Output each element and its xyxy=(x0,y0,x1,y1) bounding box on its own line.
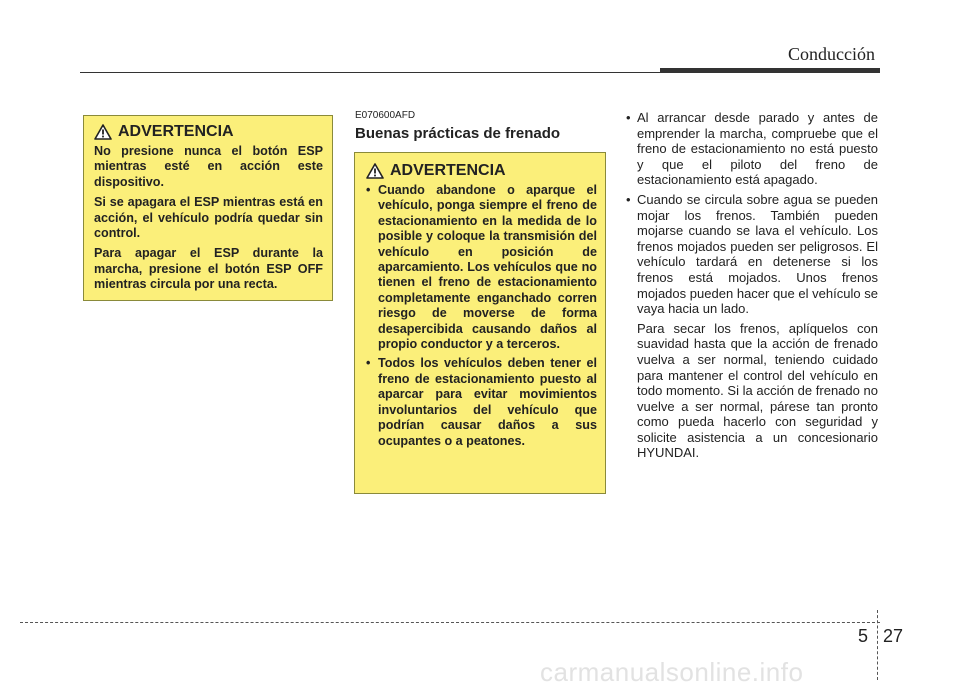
warning-triangle-icon xyxy=(94,124,112,140)
warning-header xyxy=(94,124,323,140)
chapter-number: 5 xyxy=(858,626,869,646)
footer-divider xyxy=(877,610,878,680)
warning-triangle-icon xyxy=(366,163,384,179)
braking-tip-item: • Cuando se circula sobre agua se pueden mojar los frenos. También pueden mojarse cuando se lava el vehículo. Los frenos mojados pueden ser peligrosos. El vehículo tardará en detenerse si los frenos está mojados. Unos frenos mojados pueden hacer que el vehículo se vaya hacia un lado. xyxy=(624,192,878,317)
warning-list-item: • Cuando abandone o aparque el vehículo, ponga siempre el freno de estacionamiento en la medida de lo posible y coloque la transmisión del vehículo en posición de aparcamiento. Los vehículos que no tienen el freno de estacionamiento completamente enganchado corren riesgo de moverse de forma desapercibida causando daños al propio conductor y a terceros. xyxy=(366,183,597,352)
watermark: carmanualsonline.info xyxy=(540,657,804,687)
warning-box-parking-brake xyxy=(354,152,606,494)
footer-rule xyxy=(20,622,880,623)
section-code: E070600AFD xyxy=(355,110,416,121)
right-column-text xyxy=(624,110,878,461)
braking-tip-continuation: Para secar los frenos, aplíquelos con suavidad hasta que la acción de frenado vuelva a ser normal, teniendo cuidado para mantener el control del vehículo en todo momento. Si la acción de frenado no vuelve a ser normal, párese tan pronto como pueda hacerlo con seguridad y solicite asistencia a un concesionario HYUNDAI. xyxy=(637,320,878,461)
braking-tip-item: • Al arrancar desde parado y antes de emprender la marcha, compruebe que el freno de estacionamiento no está puesto y que el piloto del freno de estacionamiento está apagado. xyxy=(624,110,878,188)
braking-tips-list xyxy=(624,110,878,317)
warning-paragraph: Si se apagara el ESP mientras está en acción, el vehículo podría quedar sin control. xyxy=(94,195,323,241)
warning-box-esp xyxy=(83,115,333,301)
page-number: 27 xyxy=(883,626,904,646)
warning-list xyxy=(366,183,597,449)
warning-list-item: • Todos los vehículos deben tener el freno de estacionamiento puesto al aparcar para evitar movimientos involuntarios del vehículo que podrían causar daños a sus ocupantes o a peatones. xyxy=(366,356,597,448)
section-title: Buenas prácticas de frenado xyxy=(355,125,561,142)
warning-title: ADVERTENCIA xyxy=(390,162,506,180)
page-header-title: Conducción xyxy=(788,44,875,64)
header-rule xyxy=(80,72,660,73)
warning-paragraph: No presione nunca el botón ESP mientras esté en acción este dispositivo. xyxy=(94,144,323,189)
warning-header xyxy=(366,163,597,179)
warning-title: ADVERTENCIA xyxy=(118,123,234,141)
warning-paragraph: Para apagar el ESP durante la marcha, presione el botón ESP OFF mientras circula por una recta. xyxy=(94,246,323,292)
header-rule-accent xyxy=(660,68,880,73)
